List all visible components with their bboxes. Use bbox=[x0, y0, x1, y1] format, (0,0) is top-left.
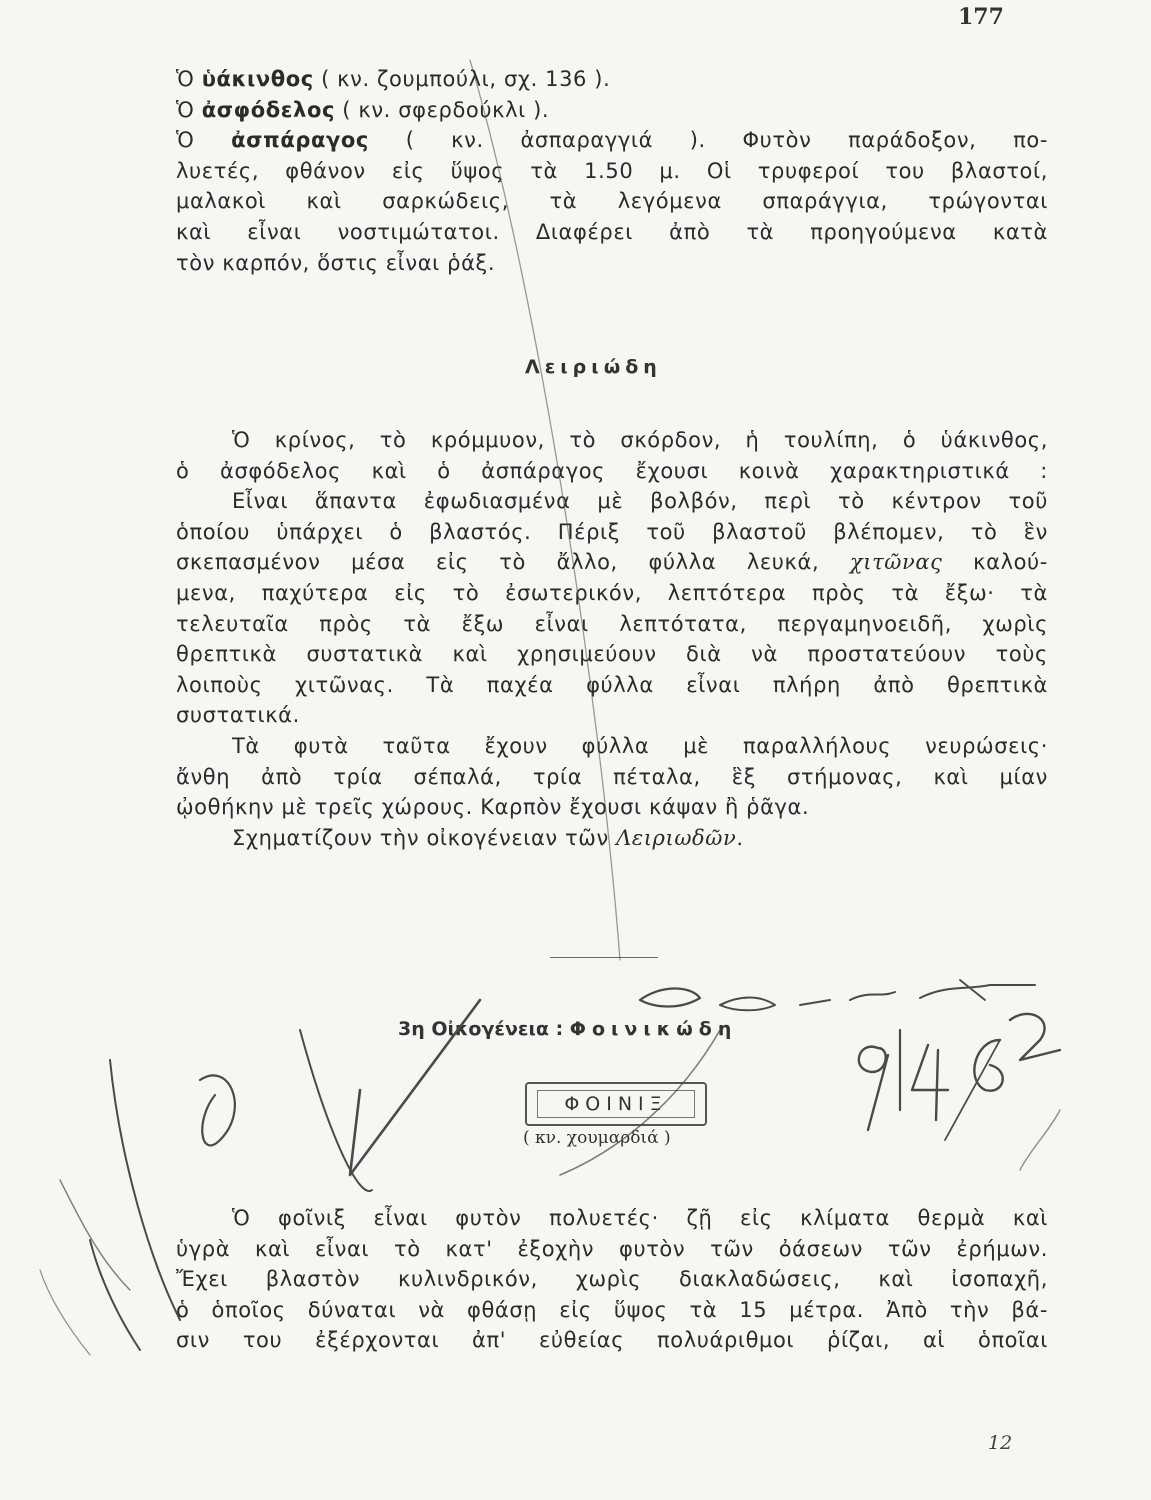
paragraph-line: Ὁ φοῖνιξ εἶναι φυτὸν πολυετές· ζῇ εἰς κλίματα θερμὰ καὶ bbox=[232, 1206, 1048, 1230]
italic-term: χιτῶνας bbox=[849, 550, 943, 575]
paragraph-line: ὁ ἀσφόδελος καὶ ὁ ἀσπάραγος ἔχουσι κοινὰ χαρακτηριστικά : bbox=[176, 458, 1048, 483]
genus-common-name: ( κν. χουμαρδιά ) bbox=[523, 1128, 671, 1148]
intro-continuation-line: καὶ εἶναι νοστιμώτατοι. Διαφέρει ἀπὸ τὰ προηγούμενα κατὰ bbox=[176, 219, 1048, 244]
paragraph-line: Τὰ φυτὰ ταῦτα ἔχουν φύλλα μὲ παραλλήλους νευρώσεις· bbox=[232, 733, 1048, 758]
italic-term: Λειριωδῶν. bbox=[616, 825, 744, 850]
paragraph-line: Σχηματίζουν τὴν οἰκογένειαν τῶν Λειριωδῶν. bbox=[232, 825, 744, 850]
section-heading: Λειριώδη bbox=[525, 356, 662, 378]
intro-continuation-line: μαλακοὶ καὶ σαρκώδεις, τὰ λεγόμενα σπαράγγια, τρώγονται bbox=[176, 189, 1048, 214]
paragraph-line: ὑγρὰ καὶ εἶναι τὸ κατ' ἐξοχὴν φυτὸν τῶν ὀάσεων τῶν ἐρήμων. bbox=[176, 1236, 1048, 1261]
intro-continuation-line: λυετές, φθάνον εἰς ὕψος τὰ 1.50 μ. Οἱ τρυφεροί του βλαστοί, bbox=[176, 158, 1048, 183]
paragraph-line: μενα, παχύτερα εἰς τὸ ἐσωτερικόν, λεπτότερα πρὸς τὰ ἔξω· τὰ bbox=[176, 580, 1048, 605]
intro-continuation-line: τὸν καρπόν, ὅστις εἶναι ῥάξ. bbox=[176, 250, 496, 275]
paragraph-line: σκεπασμένον μέσα εἰς τὸ ἄλλο, φύλλα λευκά, χιτῶνας καλού- bbox=[176, 550, 1048, 575]
paragraph-line: συστατικά. bbox=[176, 703, 300, 728]
paragraph-line: λοιποὺς χιτῶνας. Τὰ παχέα φύλλα εἶναι πλήρη ἀπὸ θρεπτικὰ bbox=[176, 672, 1048, 697]
intro-line-hyacinth: Ὁ ὑάκινθος ( κν. ζουμπούλι, σχ. 136 ). bbox=[176, 67, 611, 91]
paragraph-line: ᾠοθήκην μὲ τρεῖς χώρους. Καρπὸν ἔχουσι κάψαν ἢ ῥᾶγα. bbox=[176, 795, 810, 820]
paragraph-line: ὁ ὁποῖος δύναται νὰ φθάσῃ εἰς ὕψος τὰ 15 μέτρα. Ἀπὸ τὴν βά- bbox=[176, 1297, 1048, 1322]
paragraph-line: θρεπτικὰ συστατικὰ καὶ χρησιμεύουν διὰ νὰ προστατεύουν τοὺς bbox=[176, 642, 1048, 667]
paragraph-line: Ἔχει βλαστὸν κυλινδρικόν, χωρὶς διακλαδώσεις, καὶ ἰσοπαχῆ, bbox=[176, 1267, 1048, 1292]
paragraph-line: Εἶναι ἅπαντα ἐφωδιασμένα μὲ βολβόν, περὶ τὸ κέντρον τοῦ bbox=[232, 489, 1048, 514]
genus-label: ΦΟΙΝΙΞ bbox=[537, 1090, 695, 1118]
family-heading: 3η Οἰκογένεια : Φοινικώδη bbox=[398, 1018, 738, 1040]
paragraph-line: σιν του ἐξέρχονται ἀπ' εὐθείας πολυάριθμοι ῥίζαι, αἱ ὁποῖαι bbox=[176, 1328, 1048, 1353]
paragraph-line: τελευταῖα πρὸς τὰ ἔξω εἶναι λεπτότατα, περγαμηνοειδῆ, χωρὶς bbox=[176, 611, 1048, 636]
paragraph-line: ὁποίου ὑπάρχει ὁ βλαστός. Πέριξ τοῦ βλαστοῦ βλέπομεν, τὸ ἓν bbox=[176, 519, 1048, 544]
paragraph-line: Ὁ κρίνος, τὸ κρόμμυον, τὸ σκόρδον, ἡ τουλίπη, ὁ ὑάκινθος, bbox=[232, 428, 1048, 452]
intro-line-asparagus: Ὁ ἀσπάραγος ( κν. ἀσπαραγγιά ). Φυτὸν παράδοξον, πο- bbox=[176, 128, 1049, 153]
paragraph-line: ἄνθη ἀπὸ τρία σέπαλά, τρία πέταλα, ἓξ στήμονας, καὶ μίαν bbox=[176, 764, 1048, 789]
intro-line-asphodel: Ὁ ἀσφόδελος ( κν. σφερδούκλι ). bbox=[176, 97, 550, 122]
page-number: 177 bbox=[958, 4, 1004, 30]
footer-signature-number: 12 bbox=[988, 1432, 1013, 1454]
